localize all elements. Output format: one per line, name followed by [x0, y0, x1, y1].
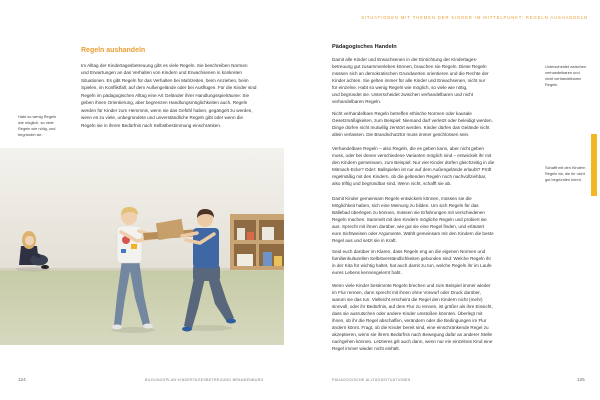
paragraph: Verhandelbare Regeln – also Regeln, die es geben kann, aber nicht geben muss, oder bei denen verschiedene Varianten möglich sind – entwickelt ihr mit den Kindern gemeinsam, zum Beispiel: Nur vier Kinder dürfen gleichzeitig in die Mitmach-Ecke? Oder: Ballspielen ist nur auf dem Außengelände erlaubt? Prüft regelmäßig mit den Kindern, ob die geltenden Regeln noch nachvollziehbar, also triftig und begründbar sind. Wenn nicht, schafft sie ab. [332, 145, 495, 186]
section-heading: Pädagogisches Handeln [332, 44, 397, 50]
photo-illustration [0, 148, 284, 345]
photo-children-playing [0, 148, 284, 345]
paragraph: Wenn viele Kinder bestimmte Regeln brechen und zum Beispiel immer wieder im Flur rennen, dann sprecht mit ihnen ohne Vorwurf oder Druck darüber, warum sie das tun. Vielleicht erscheint die Regel den Kindern nicht (mehr) sinnvoll, oder ihr Bedürfnis, auf dem Flur zu rennen, ist größer als ihre Einsicht, dass sie ausrutschen oder andere Kinder umstoßen könnten. Überlegt mit ihnen, ob ihr die Regel abschaffen, verändern oder die Bedingungen im Flur ändern könnt. Fragt, ob die Kinder bereit sind, eine einschränkende Regel zu akzeptieren, wenn sie ihrem Bedürfnis nach Bewegung dafür an anderer Stelle nachgehen können. Letzteres gilt auch dann, wenn nur ein einzelnes Kind eine Regel immer wieder nicht einhält. [332, 282, 493, 352]
body-text: Im Alltag der Kindertagesbetreuung gibt es viele Regeln. Sie beschreiben Normen und Erwartungen an das Verhalten von Kindern und Erwachsenen in konkreten Situationen. Es gibt Regeln für das Verhalten bei Mahlzeiten, beim Anziehen, beim Spielen, im Konfliktfall, auf dem Außengelände oder bei Ausflügen. Für die Kinder sind Regeln im pädagogischen Alltag eine Art Geländer ihrer Handlungsspielräume: Sie geben ihnen Orientierung, aber begrenzen Handlungsmöglichkeiten auch. Regeln werden für Kinder zum Hemmnis, wenn sie das Gefühl haben, gegängelt zu werden, wenn es zu viele, unbegründete und unverständliche Regeln gibt oder wenn die Regeln sie in ihrem Bedürfnis nach Selbstbestimmung einschränken. [81, 62, 257, 128]
right-page [300, 0, 600, 400]
paragraph: Damit Kinder gemeinsam Regeln entwickeln können, müssen sie die Möglichkeit haben, sich eine Meinung zu bilden. Um sich Regeln für das Bällebad überlegen zu können, müssen sie Erfahrungen mit verschiedenen Regeln machen. Sammelt mit den Kindern mögliche Regeln und probiert sie aus. Sprecht mit ihnen darüber, wie gut sie eine Regel finden, und erläutert eure Sichtweisen oder Argumente. Wählt gemeinsam mit den Kindern die beste Regel aus und setzt sie in Kraft. [332, 195, 494, 244]
chapter-tab-marker [591, 134, 597, 196]
section-heading: Regeln aushandeln [81, 46, 146, 54]
margin-note: Schafft mit den Kindern Regeln ab, die ihr nicht gut begründen könnt. [545, 165, 586, 182]
page-number: 125 [577, 376, 585, 382]
wooden-shelf [230, 214, 284, 270]
margin-note: Unterscheidet zwischen verhandelbaren und nicht verhandelbaren Regeln. [545, 64, 587, 87]
footer-title: BILDUNGSPLAN KINDERTAGESBETREUUNG BRANDENBURG [145, 377, 264, 382]
footer-title: PÄDAGOGISCHE ALLTAGSSITUATIONEN [332, 377, 411, 382]
page-number: 124 [18, 376, 26, 382]
margin-note: Habt so wenig Regeln wie möglich, so viele Regeln wie nötig, und begründet sie. [18, 114, 57, 137]
running-header: SITUATIONEN MIT THEMEN DER KINDER IM MITTELPUNKT: REGELN AUSHANDELN [361, 15, 588, 20]
paragraph: Seid euch darüber im Klaren, dass Regeln eng an die eigenen Normen und familienkulturellen Selbstverständlichkeiten gebunden sind: Welche Regeln ihr in der Kita für wichtig haltet, hat auch damit zu tun, welche Regeln ihr im Laufe eures Lebens kennengelernt habt. [332, 248, 492, 275]
paragraph: Nicht verhandelbare Regeln betreffen ethische Normen oder kausale Gesetzmäßigkeiten, zum Beispiel: Niemand darf verletzt oder beleidigt werden. Dinge dürfen nicht mutwillig zerstört werden. Kinder dürfen das Gelände nicht allein verlassen. Die Brandschutztür muss immer geschlossen sein. [332, 110, 493, 137]
paragraph: Damit alle Kinder und Erwachsenen in der Einrichtung der Kindertages- betreuung gut zusammenleben können, brauchen sie Regeln. Diese Regeln müssen sich an demokratischen Grundwerten orientieren und die Rechte der Kinder achten. Sie gelten immer für alle Kinder und Erwachsenen, nicht nur für einzelne. Habt so wenig Regeln wie möglich, so viele wie nötig, und begründet sie. Unterscheidet zwischen verhandelbaren und nicht verhandelbaren Regeln. [332, 56, 489, 105]
